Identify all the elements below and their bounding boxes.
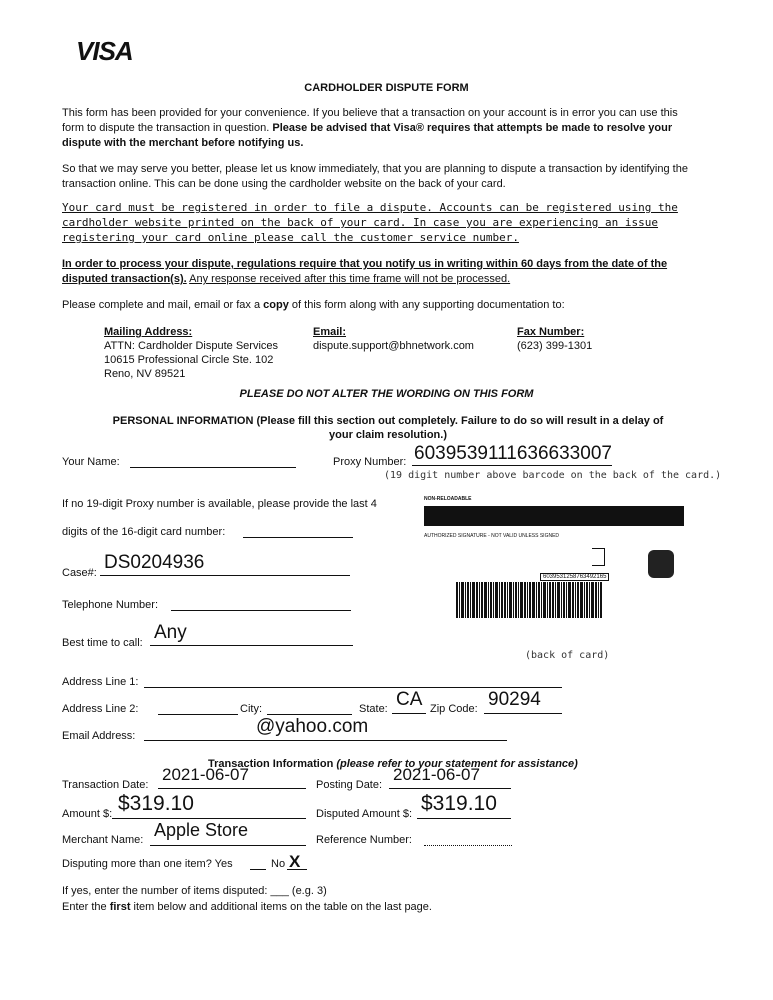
fax-header: Fax Number: bbox=[517, 326, 585, 338]
merchant-name-underline bbox=[150, 845, 306, 846]
amount-label: Amount $: bbox=[62, 808, 113, 820]
case-label: Case#: bbox=[62, 567, 97, 579]
deadline-notice bbox=[62, 257, 692, 287]
amount-underline bbox=[112, 818, 306, 819]
address-line-1-field[interactable] bbox=[144, 687, 562, 688]
address-line-2-label: Address Line 2: bbox=[62, 703, 139, 715]
email-block bbox=[313, 325, 474, 353]
deadline-plain: Any response received after this time frame will not be processed. bbox=[189, 273, 511, 285]
deadline-bold: In order to process your dispute, regulations require that you notify us in writing within 60 days from the date of the disputed transaction(s). bbox=[62, 258, 668, 285]
multiple-yes-field[interactable] bbox=[250, 869, 266, 870]
no-proxy-text-a: If no 19-digit Proxy number is available, please provide the last 4 bbox=[62, 498, 377, 510]
name-label: Your Name: bbox=[62, 456, 120, 468]
card-signature-text: AUTHORIZED SIGNATURE - NOT VALID UNLESS SIGNED bbox=[424, 533, 560, 539]
zip-value[interactable]: 90294 bbox=[488, 689, 541, 710]
zip-underline bbox=[484, 713, 562, 714]
name-field[interactable] bbox=[130, 467, 296, 468]
disputed-amount-underline bbox=[417, 818, 511, 819]
intro-paragraph-2: So that we may serve you better, please let us know immediately, that you are planning to dispute a transaction by identifying the transaction online. This can be done using the cardholder website on the back of your card. bbox=[62, 163, 688, 190]
zip-label: Zip Code: bbox=[430, 703, 478, 715]
proxy-underline bbox=[412, 465, 612, 466]
multiple-no-underline bbox=[287, 869, 307, 870]
card-back-image bbox=[424, 496, 684, 638]
merchant-name-label: Merchant Name: bbox=[62, 834, 144, 846]
form-title: CARDHOLDER DISPUTE FORM bbox=[304, 82, 469, 94]
mailing-address-block bbox=[104, 325, 278, 381]
email-address-underline bbox=[144, 740, 507, 741]
transaction-heading-bold: Transaction Information bbox=[208, 758, 334, 770]
transaction-date-underline bbox=[158, 788, 306, 789]
do-not-alter-notice: PLEASE DO NOT ALTER THE WORDING ON THIS FORM bbox=[239, 388, 534, 400]
last-four-digits-field[interactable] bbox=[243, 537, 353, 538]
multiple-items-question: Disputing more than one item? Yes bbox=[62, 858, 233, 870]
card-box-icon bbox=[592, 548, 605, 566]
first-item-text-a: Enter the bbox=[62, 901, 107, 913]
intro-text: This form has been provided for your convenience. If you believe that a transaction on your account is in error you can use this form to dispute the transaction in question. bbox=[62, 107, 678, 134]
proxy-label: Proxy Number: bbox=[333, 456, 407, 468]
fax-value: (623) 399-1301 bbox=[517, 340, 593, 352]
transaction-heading-italic: (please refer to your statement for assistance) bbox=[336, 758, 578, 770]
card-barcode-number: 6039531258763492165 bbox=[540, 573, 609, 581]
best-time-underline bbox=[150, 645, 353, 646]
first-item-text-b: item below and additional items on the table on the last page. bbox=[133, 901, 432, 913]
disputed-amount-label: Disputed Amount $: bbox=[316, 808, 413, 820]
multiple-no-label: No bbox=[271, 858, 286, 870]
case-underline bbox=[100, 575, 350, 576]
proxy-value[interactable]: 6039539111636633007 bbox=[414, 443, 612, 464]
submission-copy: copy bbox=[263, 299, 289, 311]
posting-date-underline bbox=[389, 788, 511, 789]
best-time-value[interactable]: Any bbox=[154, 622, 187, 643]
city-field[interactable] bbox=[267, 714, 352, 715]
reference-number-field[interactable] bbox=[424, 845, 512, 846]
fax-block bbox=[517, 325, 592, 353]
multiple-no-mark[interactable]: X bbox=[289, 852, 301, 871]
case-value[interactable]: DS0204936 bbox=[104, 552, 205, 573]
mailing-line-2: 10615 Professional Circle Ste. 102 bbox=[104, 354, 274, 366]
transaction-date-label: Transaction Date: bbox=[62, 779, 149, 791]
intro-warning: Please be advised that Visa® requires that attempts be made to resolve your dispute with the merchant before notifying us. bbox=[62, 122, 673, 149]
disputed-amount-value[interactable]: $319.10 bbox=[421, 792, 497, 815]
mailing-line-3: Reno, NV 89521 bbox=[104, 368, 186, 380]
posting-date-value[interactable]: 2021-06-07 bbox=[393, 765, 480, 784]
amount-value[interactable]: $319.10 bbox=[118, 792, 194, 815]
card-hologram-icon bbox=[648, 550, 674, 578]
card-caption: (back of card) bbox=[525, 650, 610, 661]
proxy-hint: (19 digit number above barcode on the back of the card.) bbox=[384, 470, 722, 481]
merchant-name-value[interactable]: Apple Store bbox=[154, 820, 249, 840]
best-time-label: Best time to call: bbox=[62, 637, 143, 649]
items-count-text: If yes, enter the number of items disputed: ___ (e.g. 3) bbox=[62, 885, 327, 897]
phone-field[interactable] bbox=[171, 610, 351, 611]
state-underline bbox=[392, 713, 426, 714]
address-line-2-field[interactable] bbox=[158, 714, 238, 715]
card-nonreloadable: NON-RELOADABLE bbox=[424, 496, 472, 502]
phone-label: Telephone Number: bbox=[62, 599, 159, 611]
address-line-1-label: Address Line 1: bbox=[62, 676, 139, 688]
visa-logo: VISA bbox=[76, 36, 133, 66]
first-item-instruction bbox=[62, 901, 432, 913]
first-item-bold: first bbox=[109, 901, 131, 913]
no-proxy-text-b: digits of the 16-digit card number: bbox=[62, 526, 226, 538]
intro-paragraph-1 bbox=[62, 106, 692, 151]
mailing-line-1: ATTN: Cardholder Dispute Services bbox=[104, 340, 279, 352]
email-header: Email: bbox=[313, 326, 347, 338]
submission-instructions bbox=[62, 298, 692, 313]
state-label: State: bbox=[359, 703, 388, 715]
email-address-value[interactable]: @yahoo.com bbox=[256, 716, 369, 737]
submission-text-a: Please complete and mail, email or fax a bbox=[62, 299, 261, 311]
posting-date-label: Posting Date: bbox=[316, 779, 383, 791]
registration-notice: Your card must be registered in order to file a dispute. Accounts can be registered using the cardholder website printed on the back of your card. In case you are experiencing an issue registering your card online please call the customer service number. bbox=[62, 201, 678, 244]
city-label: City: bbox=[240, 703, 262, 715]
personal-info-heading: PERSONAL INFORMATION (Please fill this section out completely. Failure to do so will result in a delay of your claim resolution.) bbox=[112, 415, 664, 441]
magnetic-stripe bbox=[424, 506, 684, 526]
transaction-date-value[interactable]: 2021-06-07 bbox=[162, 765, 249, 784]
card-barcode bbox=[456, 582, 603, 618]
state-value[interactable]: CA bbox=[396, 689, 423, 710]
email-address-label: Email Address: bbox=[62, 730, 136, 742]
mailing-address-header: Mailing Address: bbox=[104, 326, 193, 338]
email-value[interactable]: dispute.support@bhnetwork.com bbox=[313, 340, 474, 352]
reference-number-label: Reference Number: bbox=[316, 834, 412, 846]
submission-text-b: of this form along with any supporting documentation to: bbox=[291, 299, 565, 311]
